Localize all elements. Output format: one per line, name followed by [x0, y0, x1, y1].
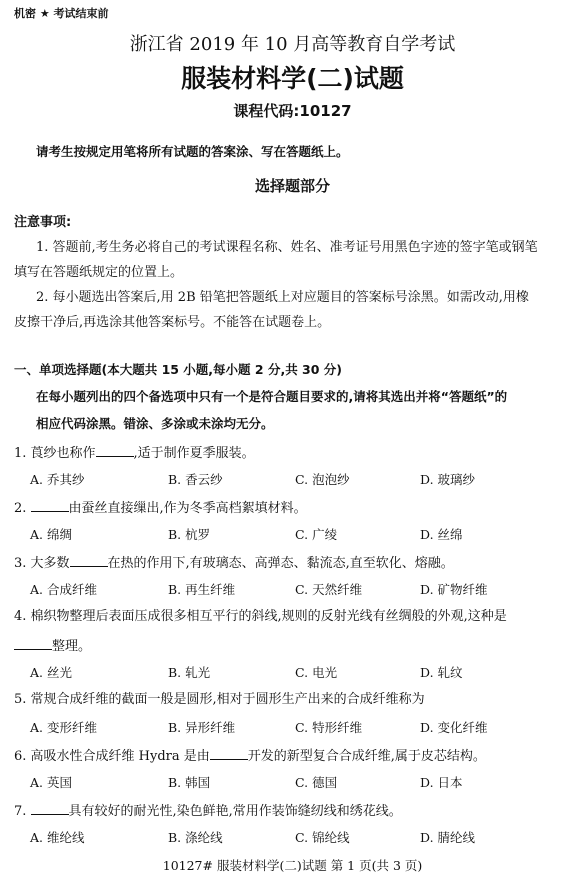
section-title: 选择题部分 [254, 177, 330, 195]
note-2-line-2: 皮擦干净后,再选涂其他答案标号。不能答在试题卷上。 [14, 315, 331, 330]
question-4 [14, 609, 571, 625]
course-code: 课程代码:10127 [233, 102, 352, 120]
answer-blank [31, 802, 69, 815]
note-1-line-2: 填写在答题纸规定的位置上。 [14, 265, 184, 280]
option-d: D. 日本 [420, 775, 463, 790]
option-c: C. 广绫 [295, 527, 338, 542]
option-b: B. 香云纱 [168, 472, 223, 487]
part1-desc-line-2: 相应代码涂黑。错涂、多涂或未涂均无分。 [36, 416, 274, 431]
notes-heading: 注意事项: [14, 215, 72, 230]
option-b: B. 异形纤维 [168, 720, 236, 735]
option-b: B. 韩国 [168, 775, 211, 790]
option-d: D. 矿物纤维 [420, 582, 488, 597]
question-1 [14, 444, 571, 462]
question-text: 5. 常规合成纤维的截面一般是圆形,相对于圆形生产出来的合成纤维称为 [14, 692, 425, 707]
answer-blank [14, 637, 52, 650]
question-4-line-2 [14, 637, 571, 655]
exam-title: 浙江省 2019 年 10 月高等教育自学考试 [129, 34, 456, 55]
question-text-tail: ,适于制作夏季服装。 [133, 446, 255, 461]
question-text-tail: 由蚕丝直接缫出,作为冬季高档絮填材料。 [68, 501, 307, 516]
option-b: B. 涤纶线 [168, 830, 223, 845]
option-b: B. 轧光 [168, 665, 211, 680]
option-d: D. 轧纹 [420, 665, 463, 680]
part1-heading: 一、单项选择题(本大题共 15 小题,每小题 2 分,共 30 分) [14, 362, 343, 377]
question-6-options [30, 775, 571, 791]
option-a: A. 合成纤维 [30, 582, 97, 597]
question-2-options [30, 527, 571, 543]
option-d: D. 腈纶线 [420, 830, 476, 845]
question-text-tail: 具有较好的耐光性,染色鲜艳,常用作装饰缝纫线和绣花线。 [68, 804, 402, 819]
question-7-options [30, 830, 571, 846]
option-a: A. 维纶线 [30, 830, 85, 845]
option-d: D. 丝绵 [420, 527, 463, 542]
answer-blank [96, 444, 134, 457]
part1-desc-line-1: 在每小题列出的四个备选项中只有一个是符合题目要求的,请将其选出并将“答题纸”的 [36, 389, 508, 404]
question-6 [14, 747, 571, 765]
question-5-options [30, 720, 571, 736]
option-d: D. 变化纤维 [420, 720, 488, 735]
question-4-options [30, 665, 571, 681]
question-5 [14, 692, 571, 708]
option-c: C. 泡泡纱 [295, 472, 350, 487]
page-footer: 10127# 服装材料学(二)试题 第 1 页(共 3 页) [162, 858, 423, 873]
question-text: 4. 棉织物整理后表面压成很多相互平行的斜线,规则的反射光线有丝绸般的外观,这种是 [14, 609, 507, 624]
note-2-line-1: 2. 每小题选出答案后,用 2B 铅笔把答题纸上对应题目的答案标号涂黑。如需改动,用橡 [36, 290, 529, 305]
option-c: C. 德国 [295, 775, 338, 790]
option-a: A. 变形纤维 [30, 720, 97, 735]
question-text: 3. 大多数 [14, 556, 70, 571]
question-text-tail: 在热的作用下,有玻璃态、高弹态、黏流态,直至软化、熔融。 [107, 556, 454, 571]
question-3-options [30, 582, 571, 598]
answer-blank [31, 499, 69, 512]
option-d: D. 玻璃纱 [420, 472, 476, 487]
answer-blank [70, 554, 108, 567]
question-1-options [30, 472, 571, 488]
general-instruction: 请考生按规定用笔将所有试题的答案涂、写在答题纸上。 [36, 144, 349, 159]
question-text-tail: 开发的新型复合合成纤维,属于皮芯结构。 [247, 749, 486, 764]
question-text: 6. 高吸水性合成纤维 Hydra 是由 [14, 749, 210, 764]
question-text-tail: 整理。 [52, 639, 92, 654]
option-c: C. 锦纶线 [295, 830, 350, 845]
paper-title: 服装材料学(二)试题 [181, 64, 404, 93]
question-text: 1. 莨纱也称作 [14, 446, 96, 461]
confidential-mark: 机密 ★ 考试结束前 [14, 7, 109, 20]
option-a: A. 乔其纱 [30, 472, 85, 487]
option-b: B. 再生纤维 [168, 582, 236, 597]
option-a: A. 丝光 [30, 665, 72, 680]
option-b: B. 杭罗 [168, 527, 211, 542]
question-text: 7. [14, 804, 31, 819]
option-c: C. 特形纤维 [295, 720, 363, 735]
question-7 [14, 802, 571, 820]
question-3 [14, 554, 571, 572]
option-c: C. 天然纤维 [295, 582, 363, 597]
option-a: A. 绵绸 [30, 527, 72, 542]
answer-blank [210, 747, 248, 760]
note-1-line-1: 1. 答题前,考生务必将自己的考试课程名称、姓名、准考证号用黑色字迹的签字笔或钢笔 [36, 240, 538, 255]
question-text: 2. [14, 501, 31, 516]
option-c: C. 电光 [295, 665, 338, 680]
option-a: A. 英国 [30, 775, 72, 790]
question-2 [14, 499, 571, 517]
